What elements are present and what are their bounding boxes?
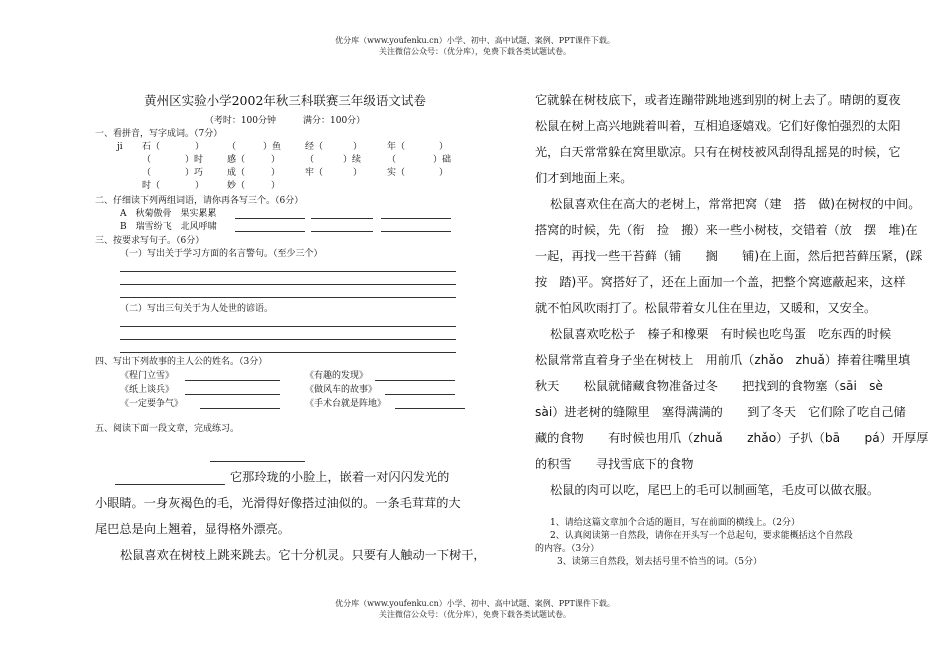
q4-blank[interactable]	[395, 408, 465, 409]
passage-line: 的积雪 寻找雪底下的食物	[535, 457, 694, 471]
q1-cell: 实（	[387, 168, 406, 178]
q1-cell: 经（	[305, 142, 324, 152]
question-2: 2、认真阅读第一自然段，请你在开头写一个总起句，要求能概括这个自然段	[550, 531, 853, 541]
q1-cell: 感（	[227, 155, 246, 165]
q4-blank[interactable]	[385, 394, 455, 395]
q3-part-2: （二）写出三句关于为人处世的谚语。	[120, 304, 274, 314]
q4-story: 《一定要争气》	[120, 399, 184, 409]
q1-pinyin-grid	[117, 141, 477, 193]
q1-cell: ）	[195, 142, 205, 152]
page-footer	[0, 598, 950, 620]
q4-blank[interactable]	[375, 380, 455, 381]
q1-cell: ）	[353, 168, 363, 178]
q3-answer-line[interactable]	[120, 284, 456, 285]
title-blank[interactable]	[210, 461, 305, 462]
question-3: 3、读第三自然段，划去括号里不恰当的词。（5分）	[557, 557, 762, 567]
q1-cell: 年（	[387, 142, 406, 152]
q1-cell: ）巧	[185, 168, 204, 178]
passage-line: 它那玲珑的小脸上，嵌着一对闪闪发光的	[230, 470, 450, 484]
q2-heading: 二、仔细读下列两组词语，请你再各写三个。（6分）	[95, 196, 304, 206]
passage-line: 松鼠喜欢吃松子 榛子和橡栗 有时候也吃鸟蛋 吃东西的时候	[550, 327, 892, 341]
q4-story: 《手术台就是阵地》	[305, 399, 387, 409]
q4-story: 《纸上谈兵》	[120, 385, 175, 395]
q1-cell: 妙（	[227, 181, 246, 191]
passage-line: 松鼠喜欢住在高大的老树上，常常把窝（建 搭 做)在树杈的中间。	[550, 197, 921, 211]
q3-answer-line[interactable]	[120, 326, 456, 327]
q3-answer-line[interactable]	[120, 352, 456, 353]
q1-cell: 牢（	[305, 168, 324, 178]
q1-cell: ）	[353, 142, 363, 152]
q3-answer-line[interactable]	[120, 271, 456, 272]
q1-cell: ）	[195, 181, 205, 191]
q1-cell: ）	[439, 142, 449, 152]
passage-line: 它就躲在树枝底下，或者连蹦带跳地逃到别的树上去了。晴朗的夏夜	[535, 93, 901, 107]
q1-cell: ji	[117, 142, 123, 152]
q5-heading: 五、阅读下面一段文章，完成练习。	[95, 424, 240, 434]
passage-line: sài）进老树的缝隙里 塞得满满的 到了冬天 它们除了吃自己储	[535, 405, 906, 419]
exam-time-score: （考时：100分钟 满分：100分）	[204, 116, 366, 126]
q3-answer-line[interactable]	[120, 297, 456, 298]
q1-cell: ）鱼	[263, 142, 282, 152]
q4-blank[interactable]	[200, 408, 280, 409]
q4-blank[interactable]	[185, 380, 280, 381]
q1-cell: ）	[271, 181, 281, 191]
q2-row-b: B 瑞雪纷飞 北风呼啸	[120, 222, 217, 232]
q4-story: 《有趣的发现》	[305, 371, 369, 381]
q1-cell: ）时	[185, 155, 204, 165]
q2-b-blank-2[interactable]	[311, 231, 373, 232]
q1-cell: ）	[271, 155, 281, 165]
q1-cell: （	[142, 168, 152, 178]
passage-line: 小眼睛。一身灰褐色的毛，光滑得好像搭过油似的。一条毛茸茸的大	[95, 496, 461, 510]
question-2-cont: 的内容。（3分）	[535, 544, 600, 554]
passage-line: 松鼠常常直着身子坐在树枝上 用前爪（zhǎo zhuǎ）捧着往嘴里填	[535, 353, 911, 367]
q2-row-a: A 秋菊傲骨 果实累累	[120, 209, 217, 219]
passage-line: 松鼠喜欢在树枝上跳来跳去。它十分机灵。只要有人触动一下树干，	[120, 548, 486, 562]
passage-right	[535, 87, 929, 503]
passage-line: 一起，再找一些干苔藓（铺 搁 铺)在上面，然后把苔藓压紧，(踩	[535, 249, 923, 263]
q2-b-blank-3[interactable]	[381, 231, 451, 232]
q1-cell: ）	[439, 168, 449, 178]
exam-title: 黄州区实验小学2002年秋三科联赛三年级语文试卷	[144, 93, 426, 108]
q1-cell: ）	[271, 168, 281, 178]
q1-cell: 成（	[227, 168, 246, 178]
passage-line: 们才到地面上来。	[535, 171, 633, 185]
passage-line: 按 踏)平。窝搭好了，还在上面加一个盖，把整个窝遮蔽起来，这样	[535, 275, 906, 289]
header-line-2: 关注微信公众号：（优分库），免费下载各类试题试卷。	[379, 47, 571, 56]
q3-answer-line[interactable]	[120, 339, 456, 340]
header-line-1: 优分库（www.youfenku.cn）小学、初中、高中试题、案例、PPT课件下载。	[335, 36, 615, 45]
passage-line: 就不怕风吹雨打了。松鼠带着女儿住在里边，又暖和，又安全。	[535, 301, 877, 315]
q2-a-blank-3[interactable]	[381, 218, 451, 219]
passage-line: 秋天 松鼠就储藏食物准备过冬 把找到的食物塞（sāi sè	[535, 379, 883, 393]
q1-cell: ）续	[343, 155, 362, 165]
q1-cell: （	[142, 155, 152, 165]
passage-line: 搭窝的时候，先（衔 捡 搬）来一些小树枝，交错着（放 摆 堆)在	[535, 223, 918, 237]
q3-part-1: （一）写出关于学习方面的名言警句。（至少三个）	[120, 249, 323, 259]
passage-line: 光，白天常常躲在窝里歇凉。只有在树枝被风刮得乱摇晃的时候，它	[535, 145, 901, 159]
question-1: 1、请给这篇文章加个合适的题目，写在前面的横线上。（2分）	[550, 518, 800, 528]
q1-cell: 石（	[142, 142, 161, 152]
q4-blank[interactable]	[185, 394, 280, 395]
passage-line: 松鼠的肉可以吃，尾巴上的毛可以制画笔，毛皮可以做衣服。	[550, 483, 880, 497]
page-header	[0, 35, 950, 57]
passage-line: 尾巴总是向上翘着，显得格外漂亮。	[95, 522, 290, 536]
q1-cell: 时（	[142, 181, 161, 191]
q1-cell: （	[387, 155, 397, 165]
q2-b-blank-1[interactable]	[235, 231, 305, 232]
q4-story: 《程门立雪》	[120, 371, 175, 381]
passage-line: 松鼠在树上高兴地跳着叫着，互相追逐嬉戏。它们好像怕强烈的太阳	[535, 119, 901, 133]
q1-cell: ）础	[433, 155, 452, 165]
footer-line-1: 优分库（www.youfenku.cn）小学、初中、高中试题、案例、PPT课件下载。	[335, 599, 615, 608]
passage-line: 藏的食物 有时候也用爪（zhuǎ zhǎo）子扒（bā pá）开厚厚	[535, 431, 929, 445]
q1-heading: 一、看拼音，写字成词。（7分）	[95, 129, 223, 139]
q1-cell: （	[305, 155, 315, 165]
footer-line-2: 关注微信公众号：（优分库），免费下载各类试题试卷。	[379, 610, 571, 619]
q3-heading: 三、按要求写句子。（6分）	[95, 236, 205, 246]
q1-cell: （	[227, 142, 237, 152]
q4-heading: 四、写出下列故事的主人公的姓名。（3分）	[95, 357, 268, 367]
q4-story: 《做风车的故事》	[305, 385, 378, 395]
q2-a-blank-2[interactable]	[311, 218, 373, 219]
q2-a-blank-1[interactable]	[235, 218, 305, 219]
passage-left	[95, 464, 486, 568]
